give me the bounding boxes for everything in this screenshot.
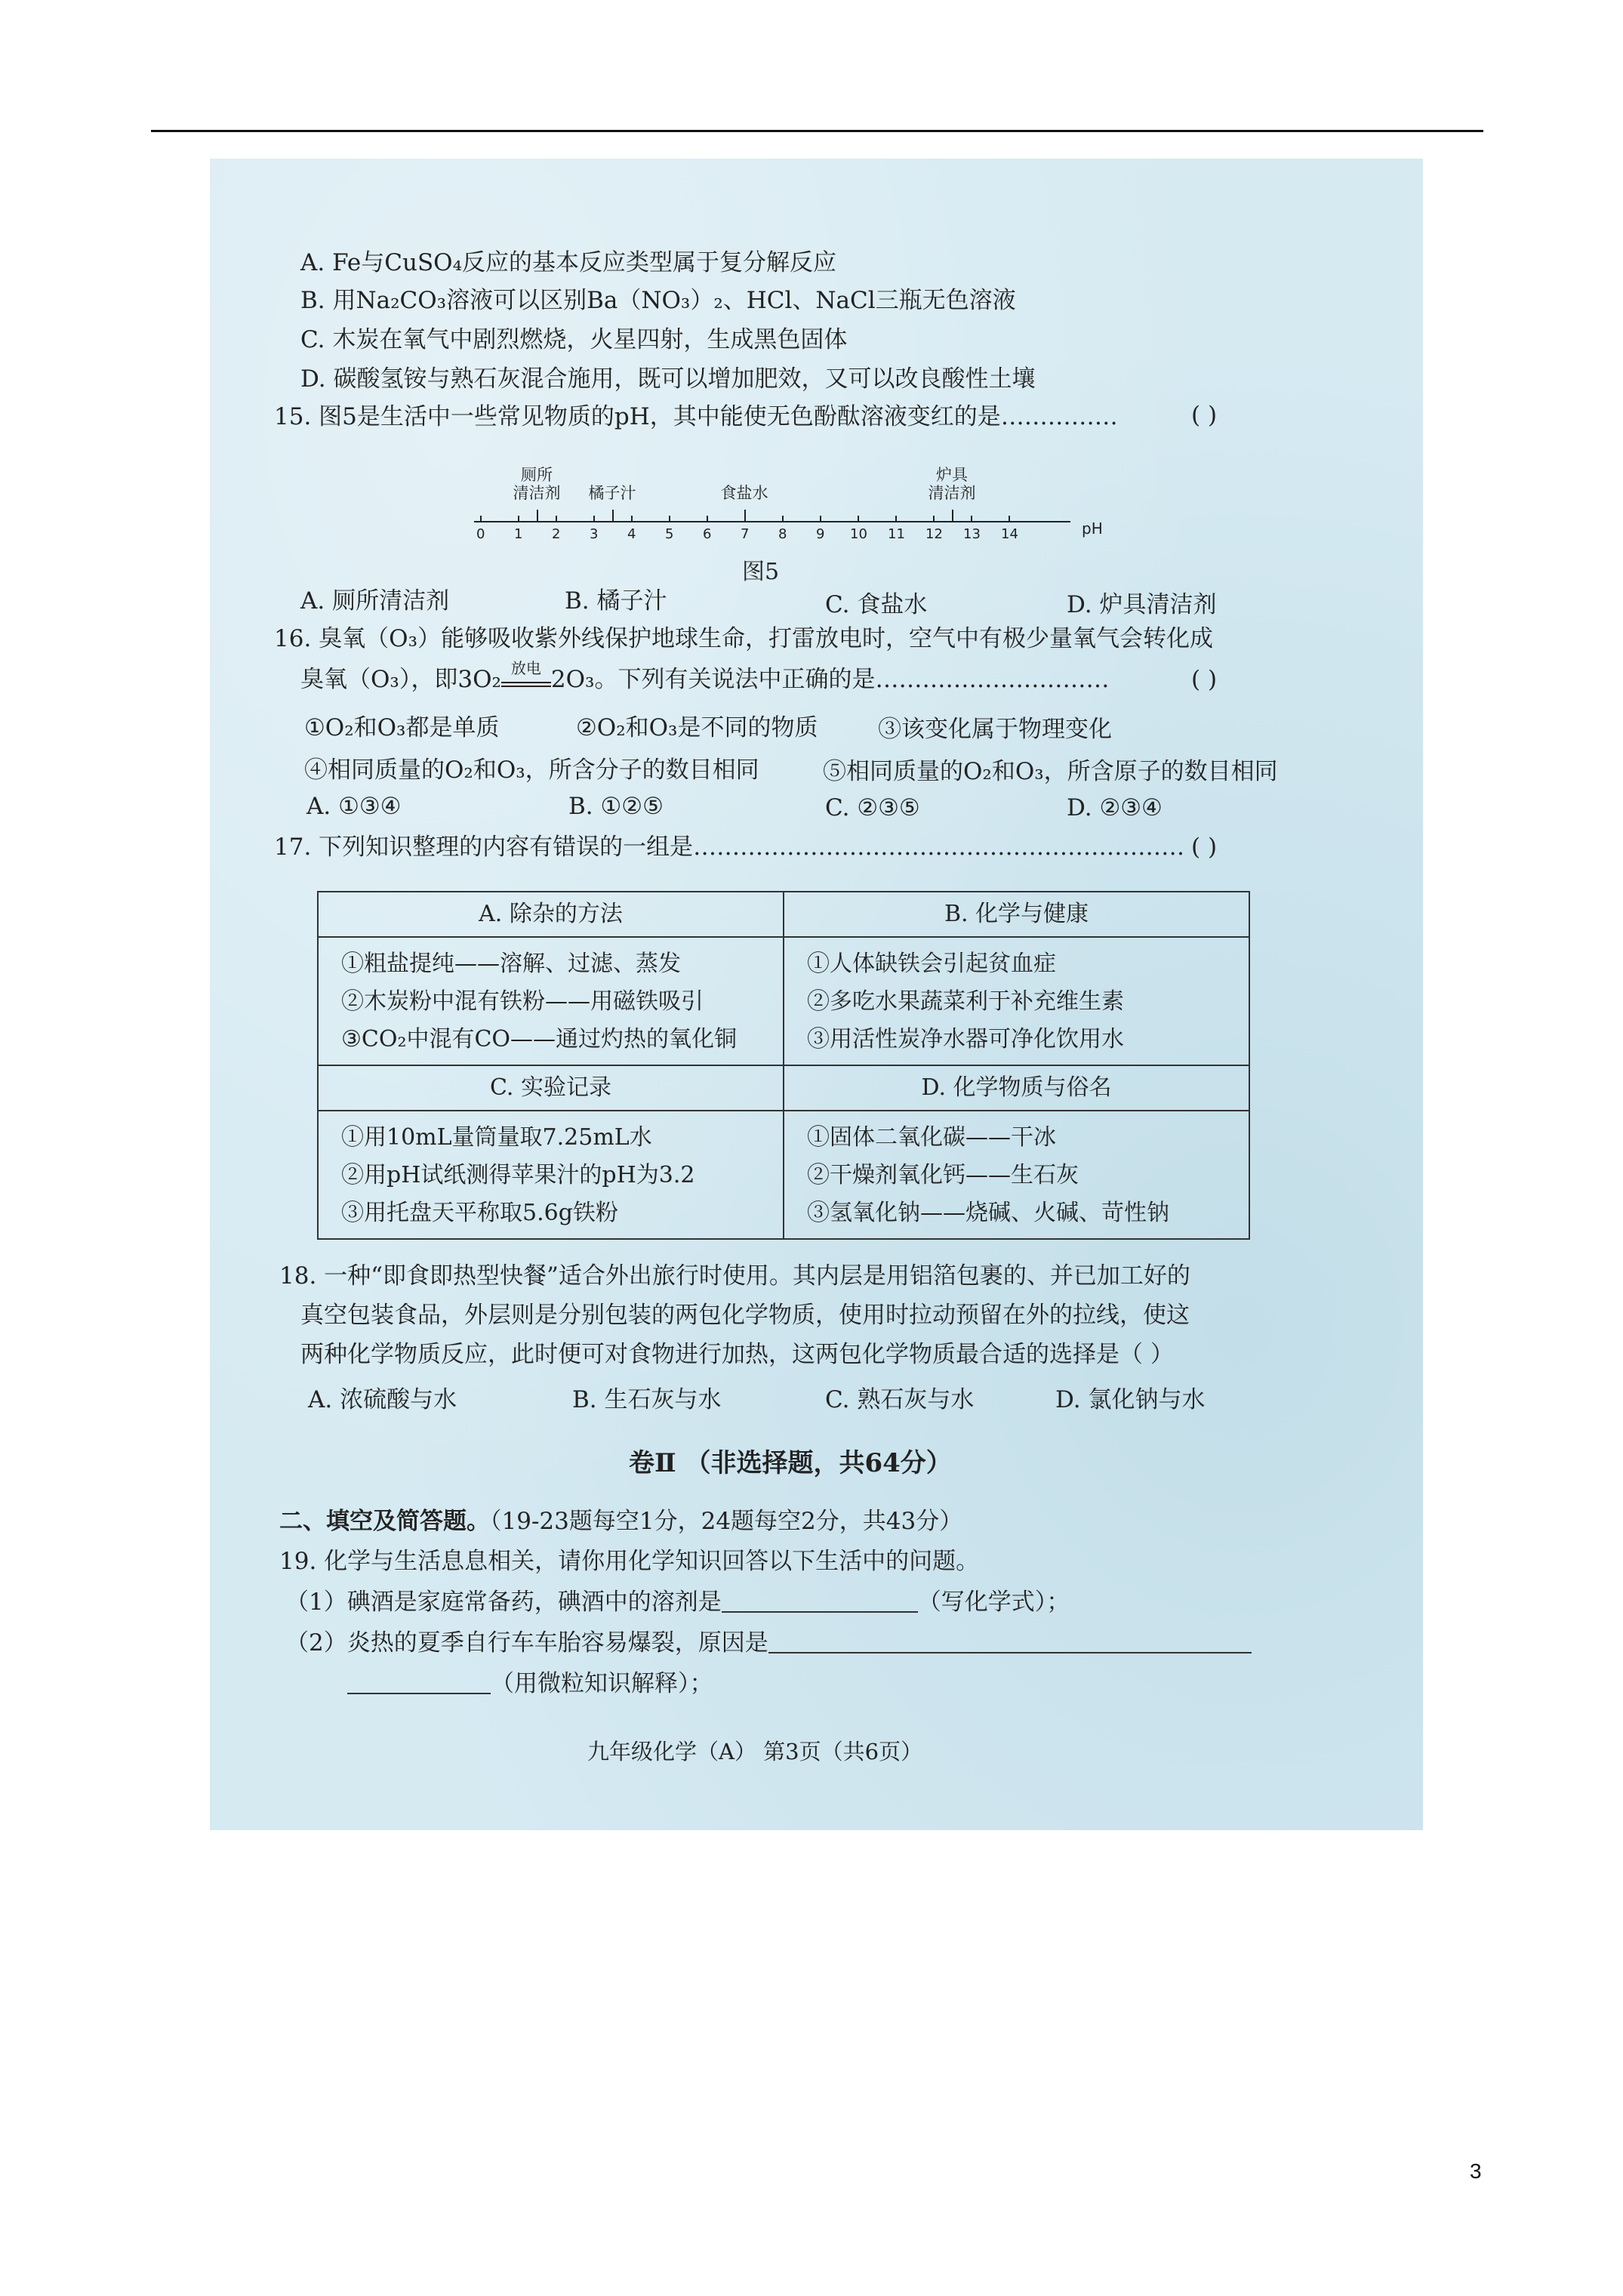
q19-stem: 19. 化学与生活息息相关，请你用化学知识回答以下生活中的问题。 (279, 1548, 980, 1575)
page-footer: 九年级化学（A） 第3页（共6页） (587, 1739, 923, 1764)
ph-axis (474, 521, 1070, 522)
ph-substance-marker (612, 510, 614, 521)
q17-stem: 17. 下列知识整理的内容有错误的一组是……………………………………………………… (274, 834, 1185, 861)
q16-statement-1: ①O₂和O₃都是单质 (304, 714, 500, 741)
q14-option-d: D. 碳酸氢铵与熟石灰混合施用，既可以增加肥效，又可以改良酸性土壤 (300, 365, 1036, 393)
table-cell-d (784, 1111, 1249, 1239)
q16-option-a: A. ①③④ (306, 793, 402, 820)
ph-tick (820, 516, 821, 522)
table-row: ③用托盘天平称取5.6g铁粉 (341, 1200, 618, 1226)
table-row: ①用10mL量筒量取7.25mL水 (341, 1124, 652, 1151)
figure-caption: 图5 (742, 559, 780, 585)
q15-option-a: A. 厕所清洁剂 (300, 587, 450, 615)
ph-substance-marker (744, 510, 746, 521)
ph-tick (556, 516, 557, 522)
answer-blank[interactable] (347, 1670, 491, 1694)
q16-statement-4: ④相同质量的O₂和O₃，所含分子的数目相同 (304, 757, 759, 784)
table-row: ③氢氧化钠——烧碱、火碱、苛性钠 (807, 1200, 1169, 1226)
reaction-condition (501, 659, 551, 687)
ph-substance-label: 炉具 清洁剂 (928, 466, 976, 502)
answer-blank[interactable] (722, 1589, 918, 1613)
ph-tick-label: 6 (703, 526, 712, 542)
knowledge-table (317, 891, 1250, 1240)
q18-line2: 真空包装食品，外层则是分别包装的两包化学物质，使用时拉动预留在外的拉线，使这 (300, 1302, 1190, 1329)
ph-tick (480, 516, 482, 522)
q15-option-d: D. 炉具清洁剂 (1067, 591, 1217, 618)
header-rule (151, 130, 1483, 132)
part2-label: 二、填空及简答题。 (279, 1508, 490, 1535)
ph-substance-marker (537, 510, 538, 521)
q18-line3: 两种化学物质反应，此时便可对食物进行加热，这两包化学物质最合适的选择是（ ） (300, 1341, 1174, 1368)
q16-statement-2: ②O₂和O₃是不同的物质 (576, 714, 818, 741)
ph-tick-label: 1 (514, 526, 523, 542)
q16-equation-left: 臭氧（O₃），即3O₂ (300, 666, 501, 693)
ph-tick (631, 516, 633, 522)
ph-scale-figure (474, 457, 1153, 562)
q19-part2-hint: （用微粒知识解释）； (491, 1670, 713, 1697)
q19-part2-text: （2）炎热的夏季自行车车胎容易爆裂，原因是 (285, 1629, 768, 1657)
q19-part2 (285, 1628, 1252, 1658)
table-row: ②用pH试纸测得苹果汁的pH为3.2 (341, 1162, 695, 1188)
ph-tick (707, 516, 708, 522)
ph-tick (971, 516, 972, 522)
ph-tick-label: 3 (590, 526, 599, 542)
table-row: ①人体缺铁会引起贫血症 (807, 951, 1056, 977)
q16-answer-paren: ( ) (1191, 666, 1218, 693)
part2-heading (279, 1506, 962, 1536)
reaction-condition-label: 放电 (510, 659, 541, 677)
q16-option-b: B. ①②⑤ (568, 793, 664, 820)
q16-option-c: C. ②③⑤ (825, 794, 920, 821)
q18-option-a: A. 浓硫酸与水 (308, 1386, 457, 1413)
q19-part1 (285, 1587, 1070, 1617)
ph-tick (593, 516, 595, 522)
table-row: ①固体二氧化碳——干冰 (807, 1124, 1056, 1151)
q16-statement-5: ⑤相同质量的O₂和O₃，所含原子的数目相同 (823, 758, 1278, 785)
table-cell-b (784, 937, 1249, 1065)
q18-option-b: B. 生石灰与水 (572, 1386, 722, 1413)
ph-tick (1009, 516, 1010, 522)
ph-tick-label: 2 (552, 526, 561, 542)
q16-line2 (300, 659, 1110, 695)
ph-unit-label: pH (1082, 519, 1103, 538)
q18-line1: 18. 一种“即食即热型快餐”适合外出旅行时使用。其内层是用铝箔包裹的、并已加工好的 (279, 1262, 1190, 1290)
q15-answer-paren: ( ) (1191, 402, 1218, 429)
ph-tick (895, 516, 897, 522)
table-head-c: C. 实验记录 (318, 1065, 784, 1111)
q16-statement-3: ③该变化属于物理变化 (878, 716, 1112, 743)
ph-tick (858, 516, 859, 522)
answer-blank[interactable] (768, 1629, 1252, 1653)
table-row: ②木炭粉中混有铁粉——用磁铁吸引 (341, 988, 704, 1015)
q19-part1-text: （1）碘酒是家庭常备药，碘酒中的溶剂是 (285, 1589, 722, 1616)
q15-option-c: C. 食盐水 (825, 591, 928, 618)
table-row: ②干燥剂氧化钙——生石灰 (807, 1162, 1079, 1188)
table-cell-c (318, 1111, 784, 1239)
table-head-a: A. 除杂的方法 (318, 892, 784, 937)
table-head-b: B. 化学与健康 (784, 892, 1249, 937)
ph-tick-label: 5 (665, 526, 674, 542)
ph-tick-label: 14 (1001, 526, 1018, 542)
ph-substance-label: 厕所 清洁剂 (513, 466, 561, 502)
ph-tick-label: 11 (888, 526, 905, 542)
part2-note: （19-23题每空1分，24题每空2分，共43分） (490, 1508, 963, 1535)
q14-option-b: B. 用Na₂CO₃溶液可以区别Ba（NO₃）₂、HCl、NaCl三瓶无色溶液 (300, 287, 1016, 314)
q18-option-d: D. 氯化钠与水 (1055, 1386, 1206, 1413)
ph-tick (933, 516, 935, 522)
ph-substance-marker (952, 510, 953, 521)
table-cell-a (318, 937, 784, 1065)
table-row: ③CO₂中混有CO——通过灼热的氧化铜 (341, 1026, 738, 1052)
ph-tick-label: 13 (963, 526, 981, 542)
table-row: ①粗盐提纯——溶解、过滤、蒸发 (341, 951, 681, 977)
q17-answer-paren: ( ) (1191, 834, 1218, 861)
ph-tick (669, 516, 670, 522)
q15-option-b: B. 橘子汁 (565, 587, 667, 615)
ph-tick-label: 0 (476, 526, 485, 542)
q16-line1: 16. 臭氧（O₃）能够吸收紫外线保护地球生命，打雷放电时，空气中有极少量氧气会转化成 (274, 625, 1213, 652)
q18-option-c: C. 熟石灰与水 (825, 1386, 975, 1413)
ph-tick (518, 516, 519, 522)
q14-option-c: C. 木炭在氧气中剧烈燃烧，火星四射，生成黑色固体 (300, 326, 848, 353)
ph-tick-label: 7 (741, 526, 750, 542)
ph-tick (782, 516, 784, 522)
scanned-exam-page (210, 159, 1423, 1830)
table-head-d: D. 化学物质与俗名 (784, 1065, 1249, 1111)
ph-tick-label: 10 (850, 526, 867, 542)
table-row: ③用活性炭净水器可净化饮用水 (807, 1026, 1124, 1052)
page-number: 3 (1470, 2159, 1482, 2183)
ph-tick-label: 12 (925, 526, 943, 542)
ph-substance-label: 橘子汁 (588, 484, 636, 502)
q16-equation-right: 2O₃。下列有关说法中正确的是………………………… (550, 666, 1110, 693)
q19-part1-hint: （写化学式）； (917, 1589, 1070, 1616)
ph-tick-label: 9 (816, 526, 825, 542)
q15-stem: 15. 图5是生活中一些常见物质的pH，其中能使无色酚酞溶液变红的是…………… (274, 403, 1118, 430)
table-row: ②多吃水果蔬菜利于补充维生素 (807, 988, 1124, 1015)
section-title: 卷Ⅱ （非选择题，共64分） (629, 1448, 952, 1478)
ph-tick-label: 8 (778, 526, 787, 542)
q16-option-d: D. ②③④ (1067, 794, 1163, 821)
q14-option-a: A. Fe与CuSO₄反应的基本反应类型属于复分解反应 (300, 249, 837, 276)
ph-substance-label: 食盐水 (720, 484, 768, 502)
ph-tick-label: 4 (627, 526, 636, 542)
q19-part2-cont (347, 1669, 713, 1699)
